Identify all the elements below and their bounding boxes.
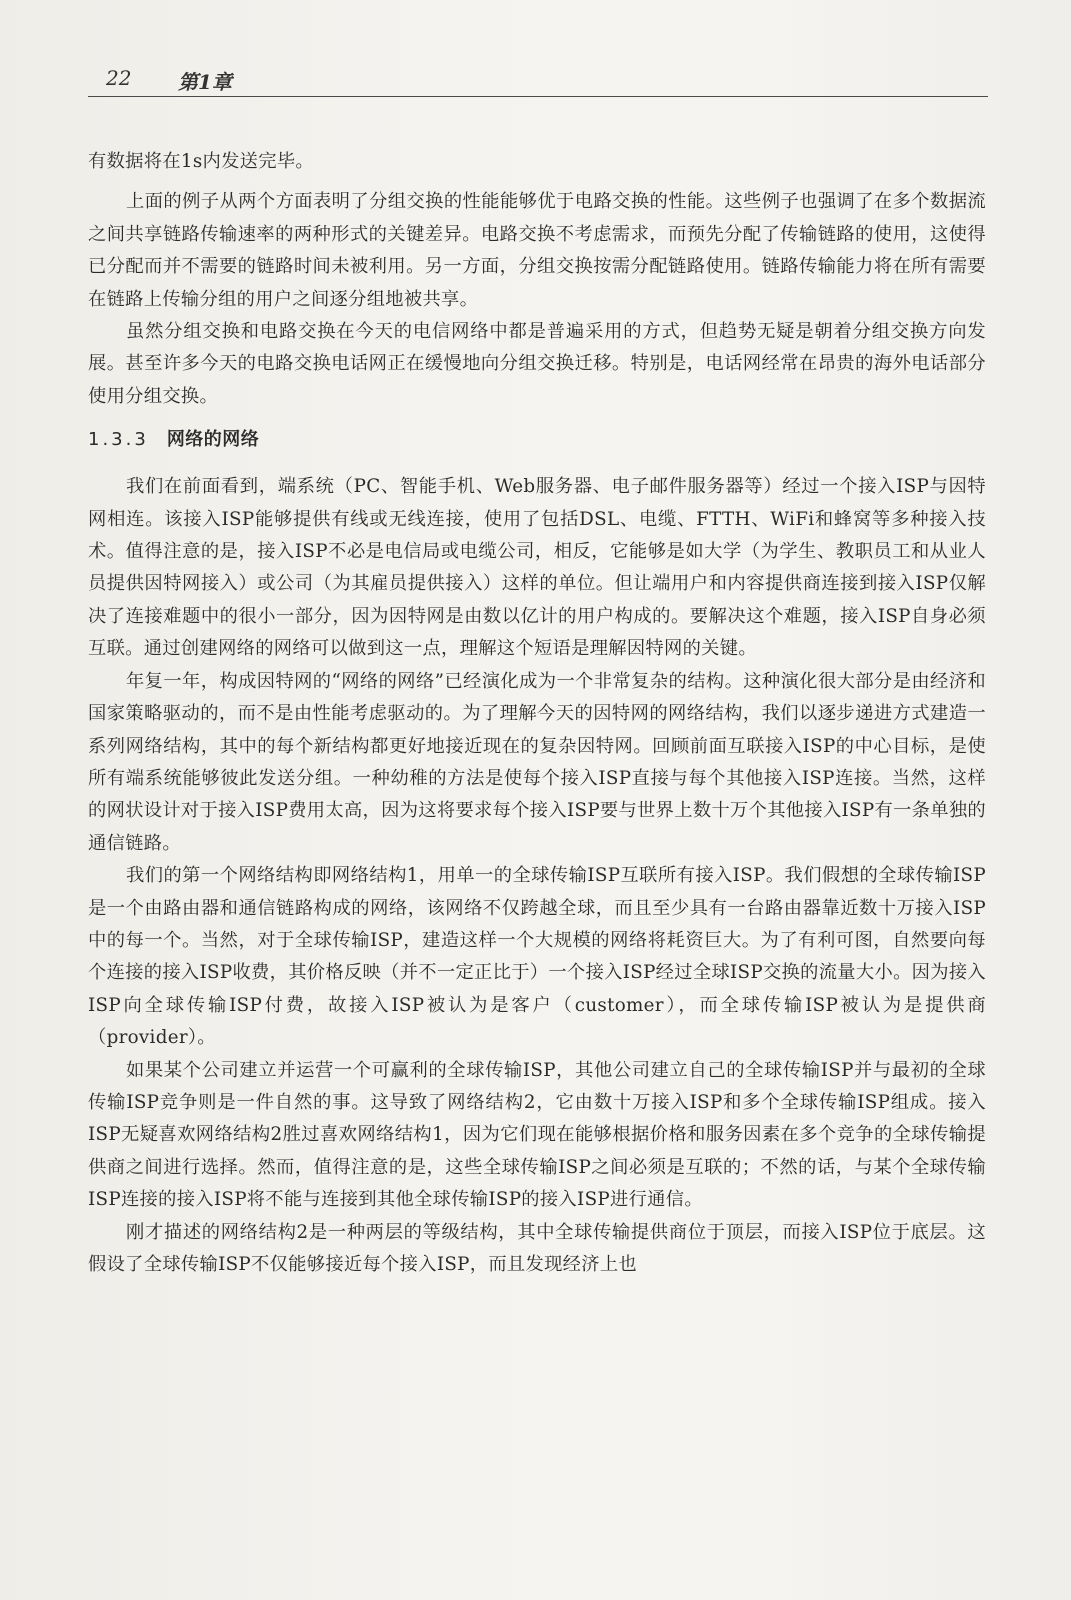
page-number: 22 <box>106 66 132 90</box>
running-header <box>88 62 988 97</box>
paragraph: 年复一年，构成因特网的“网络的网络”已经演化成为一个非常复杂的结构。这种演化很大部分是由经济和国家策略驱动的，而不是由性能考虑驱动的。为了理解今天的因特网的网络结构，我们以逐步递进方式建造一系列网络结构，其中的每个新结构都更好地接近现在的复杂因特网。回顾前面互联接入ISP的中心目标，是使所有端系统能够彼此发送分组。一种幼稚的方法是使每个接入ISP直接与每个其他接入ISP连接。当然，这样的网状设计对于接入ISP费用太高，因为这将要求每个接入ISP要与世界上数十万个其他接入ISP有一条单独的通信链路。 <box>88 670 986 854</box>
section-number: 1.3.3 <box>88 429 149 451</box>
paragraph: 虽然分组交换和电路交换在今天的电信网络中都是普遍采用的方式，但趋势无疑是朝着分组交换方向发展。甚至许多今天的电路交换电话网正在缓慢地向分组交换迁移。特别是，电话网经常在昂贵的海外电话部分使用分组交换。 <box>88 321 986 407</box>
chapter-label: 第1章 <box>178 70 232 94</box>
paragraph: 有数据将在1s内发送完毕。 <box>88 151 315 172</box>
paragraph: 如果某个公司建立并运营一个可赢利的全球传输ISP，其他公司建立自己的全球传输ISP并与最初的全球传输ISP竞争则是一件自然的事。这导致了网络结构2，它由数十万接入ISP和多个全球传输ISP组成。接入ISP无疑喜欢网络结构2胜过喜欢网络结构1，因为它们现在能够根据价格和服务因素在多个竞争的全球传输提供商之间进行选择。然而，值得注意的是，这些全球传输ISP之间必须是互联的；不然的话，与某个全球传输ISP连接的接入ISP将不能与连接到其他全球传输ISP的接入ISP进行通信。 <box>88 1059 986 1211</box>
paragraph: 上面的例子从两个方面表明了分组交换的性能能够优于电路交换的性能。这些例子也强调了在多个数据流之间共享链路传输速率的两种形式的关键差异。电路交换不考虑需求，而预先分配了传输链路的使用，这使得已分配而并不需要的链路时间未被利用。另一方面，分组交换按需分配链路使用。链路传输能力将在所有需要在链路上传输分组的用户之间逐分组地被共享。 <box>88 191 986 310</box>
paragraph: 我们的第一个网络结构即网络结构1，用单一的全球传输ISP互联所有接入ISP。我们假想的全球传输ISP是一个由路由器和通信链路构成的网络，该网络不仅跨越全球，而且至少具有一台路由器靠近数十万接入ISP中的每一个。当然，对于全球传输ISP，建造这样一个大规模的网络将耗资巨大。为了有利可图，自然要向每个连接的接入ISP收费，其价格反映（并不一定正比于）一个接入ISP经过全球ISP交换的流量大小。因为接入ISP向全球传输ISP付费，故接入ISP被认为是客户（customer），而全球传输ISP被认为是提供商（provider）。 <box>88 865 986 1049</box>
paragraph: 我们在前面看到，端系统（PC、智能手机、Web服务器、电子邮件服务器等）经过一个接入ISP与因特网相连。该接入ISP能够提供有线或无线连接，使用了包括DSL、电缆、FTTH、WiFi和蜂窝等多种接入技术。值得注意的是，接入ISP不必是电信局或电缆公司，相反，它能够是如大学（为学生、教职员工和从业人员提供因特网接入）或公司（为其雇员提供接入）这样的单位。但让端用户和内容提供商连接到接入ISP仅解决了连接难题中的很小一部分，因为因特网是由数以亿计的用户构成的。要解决这个难题，接入ISP自身必须互联。通过创建网络的网络可以做到这一点，理解这个短语是理解因特网的关键。 <box>88 476 986 660</box>
section-heading <box>88 425 986 455</box>
section-title: 网络的网络 <box>166 429 260 451</box>
body-text <box>88 146 986 1281</box>
paragraph: 刚才描述的网络结构2是一种两层的等级结构，其中全球传输提供商位于顶层，而接入ISP位于底层。这假设了全球传输ISP不仅能够接近每个接入ISP，而且发现经济上也 <box>88 1221 986 1275</box>
